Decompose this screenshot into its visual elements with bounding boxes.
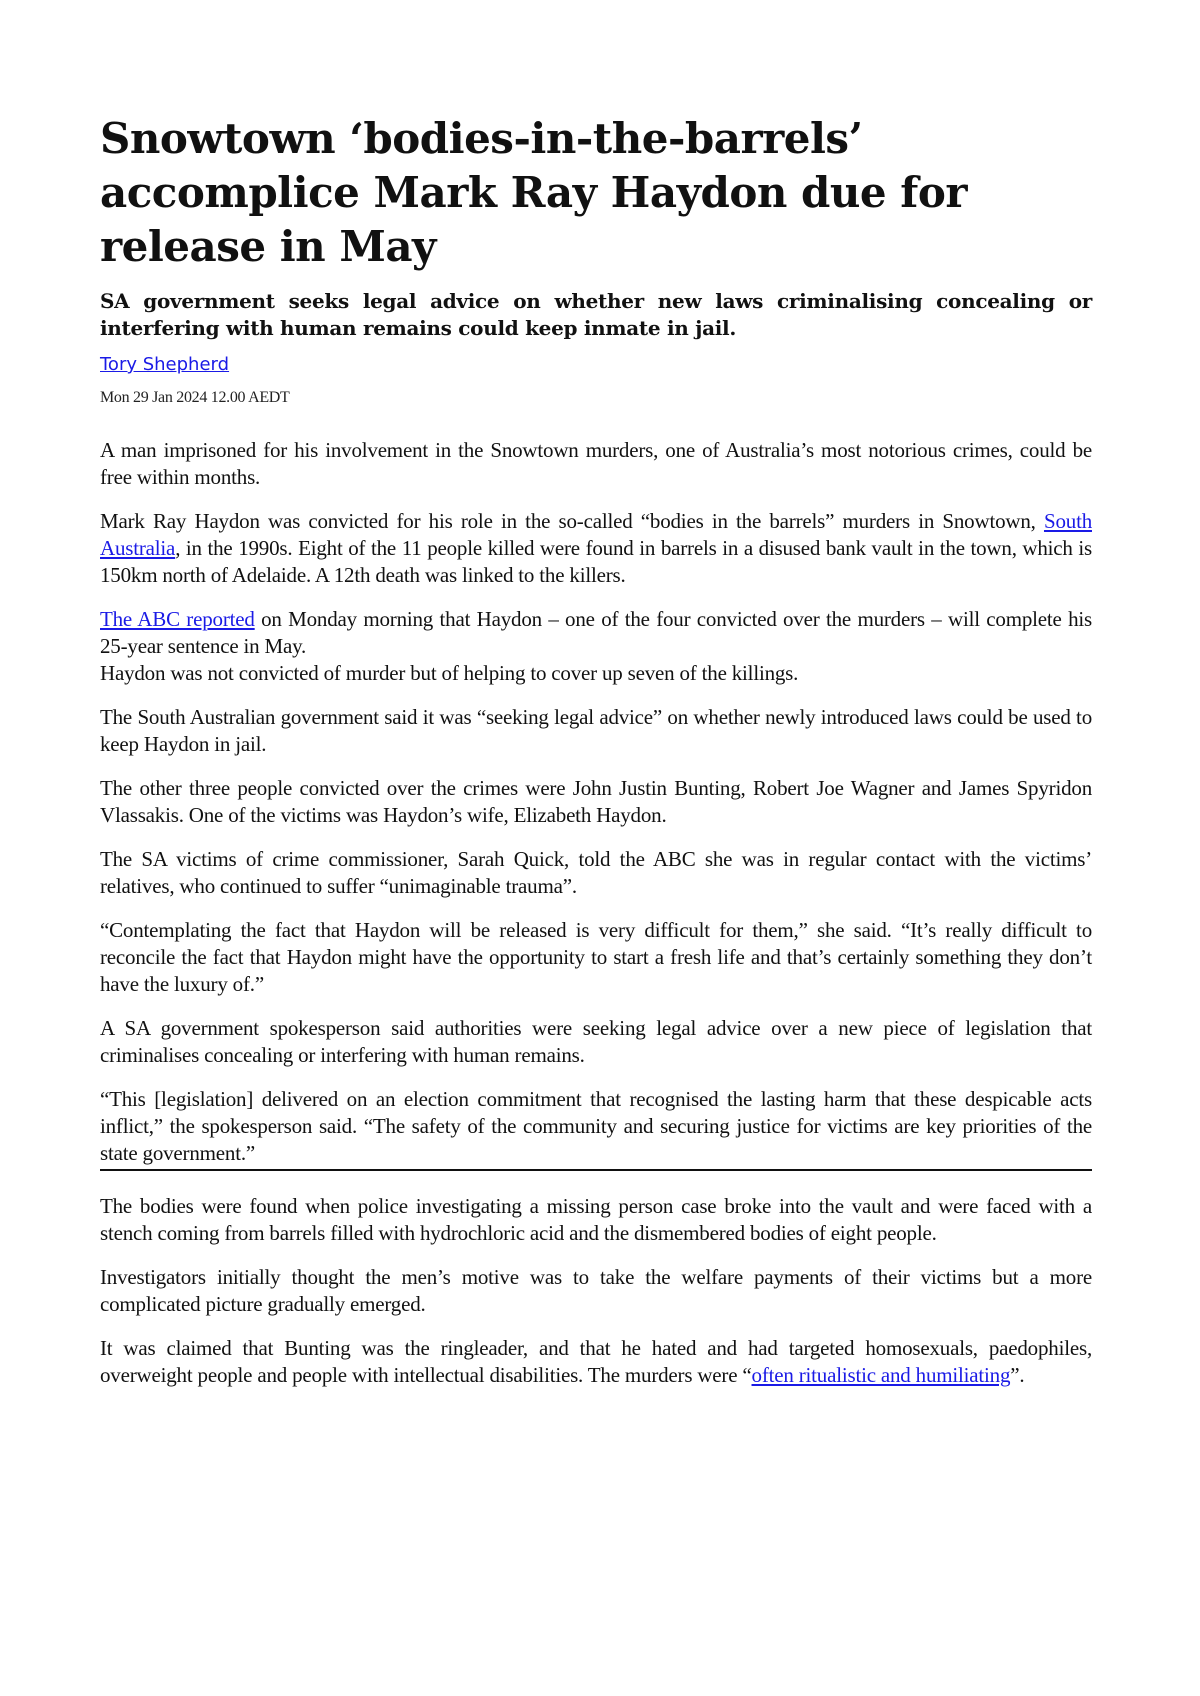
paragraph: The bodies were found when police investigating a missing person case broke into the vault and were faced with a stench coming from barrels filled with hydrochloric acid and the dismembered bodies of eight people. bbox=[100, 1194, 1092, 1245]
ritualistic-link[interactable]: often ritualistic and humiliating bbox=[751, 1363, 1011, 1387]
publish-date: Mon 29 Jan 2024 12.00 AEDT bbox=[100, 389, 290, 406]
article-body bbox=[100, 437, 1092, 1389]
paragraph-text: , in the 1990s. Eight of the 11 people killed were found in barrels in a disused bank vault in the town, which is 150km north of Adelaide. A 12th death was linked to the killers. bbox=[100, 536, 1092, 587]
section-divider bbox=[100, 1169, 1092, 1171]
abc-reported-link[interactable]: The ABC reported bbox=[100, 607, 255, 631]
paragraph: “Contemplating the fact that Haydon will be released is very difficult for them,” she said. “It’s really difficult to reconcile the fact that Haydon might have the opportunity to start a fresh life and that’s certainly something they don’t have the luxury of.” bbox=[100, 918, 1092, 996]
headline: Snowtown ‘bodies-in-the-barrels’ accomplice Mark Ray Haydon due for release in May bbox=[100, 114, 967, 271]
paragraph-text: Mark Ray Haydon was convicted for his role in the so-called “bodies in the barrels” murders in Snowtown, bbox=[100, 509, 1044, 533]
paragraph: Investigators initially thought the men’s motive was to take the welfare payments of their victims but a more complicated picture gradually emerged. bbox=[100, 1265, 1092, 1316]
south-australia-link[interactable]: South Australia bbox=[100, 509, 1092, 560]
author-link[interactable]: Tory Shepherd bbox=[100, 354, 230, 375]
paragraph bbox=[100, 606, 1092, 660]
standfirst: SA government seeks legal advice on whether new laws criminalising concealing or interfering with human remains could keep inmate in jail. bbox=[100, 289, 1092, 340]
article bbox=[100, 112, 1092, 1406]
paragraph: The other three people convicted over the crimes were John Justin Bunting, Robert Joe Wagner and James Spyridon Vlassakis. One of the victims was Haydon’s wife, Elizabeth Haydon. bbox=[100, 776, 1092, 827]
paragraph bbox=[100, 1335, 1092, 1389]
paragraph-text: It was claimed that Bunting was the ringleader, and that he hated and had targeted homosexuals, paedophiles, overweight people and people with intellectual disabilities. The murders were “ bbox=[100, 1336, 1092, 1387]
paragraph bbox=[100, 508, 1092, 589]
paragraph: Haydon was not convicted of murder but of helping to cover up seven of the killings. bbox=[100, 661, 799, 685]
paragraph: The South Australian government said it was “seeking legal advice” on whether newly introduced laws could be used to keep Haydon in jail. bbox=[100, 705, 1092, 756]
paragraph: The SA victims of crime commissioner, Sarah Quick, told the ABC she was in regular contact with the victims’ relatives, who continued to suffer “unimaginable trauma”. bbox=[100, 847, 1092, 898]
paragraph-text: ”. bbox=[1010, 1363, 1025, 1387]
paragraph: A man imprisoned for his involvement in the Snowtown murders, one of Australia’s most notorious crimes, could be free within months. bbox=[100, 438, 1092, 489]
paragraph: “This [legislation] delivered on an election commitment that recognised the lasting harm that these despicable acts inflict,” the spokesperson said. “The safety of the community and securing justice for victims are key priorities of the state government.” bbox=[100, 1087, 1092, 1165]
paragraph: A SA government spokesperson said authorities were seeking legal advice over a new piece of legislation that criminalises concealing or interfering with human remains. bbox=[100, 1016, 1092, 1067]
paragraph-text: on Monday morning that Haydon – one of the four convicted over the murders – will complete his 25-year sentence in May. bbox=[100, 607, 1092, 658]
